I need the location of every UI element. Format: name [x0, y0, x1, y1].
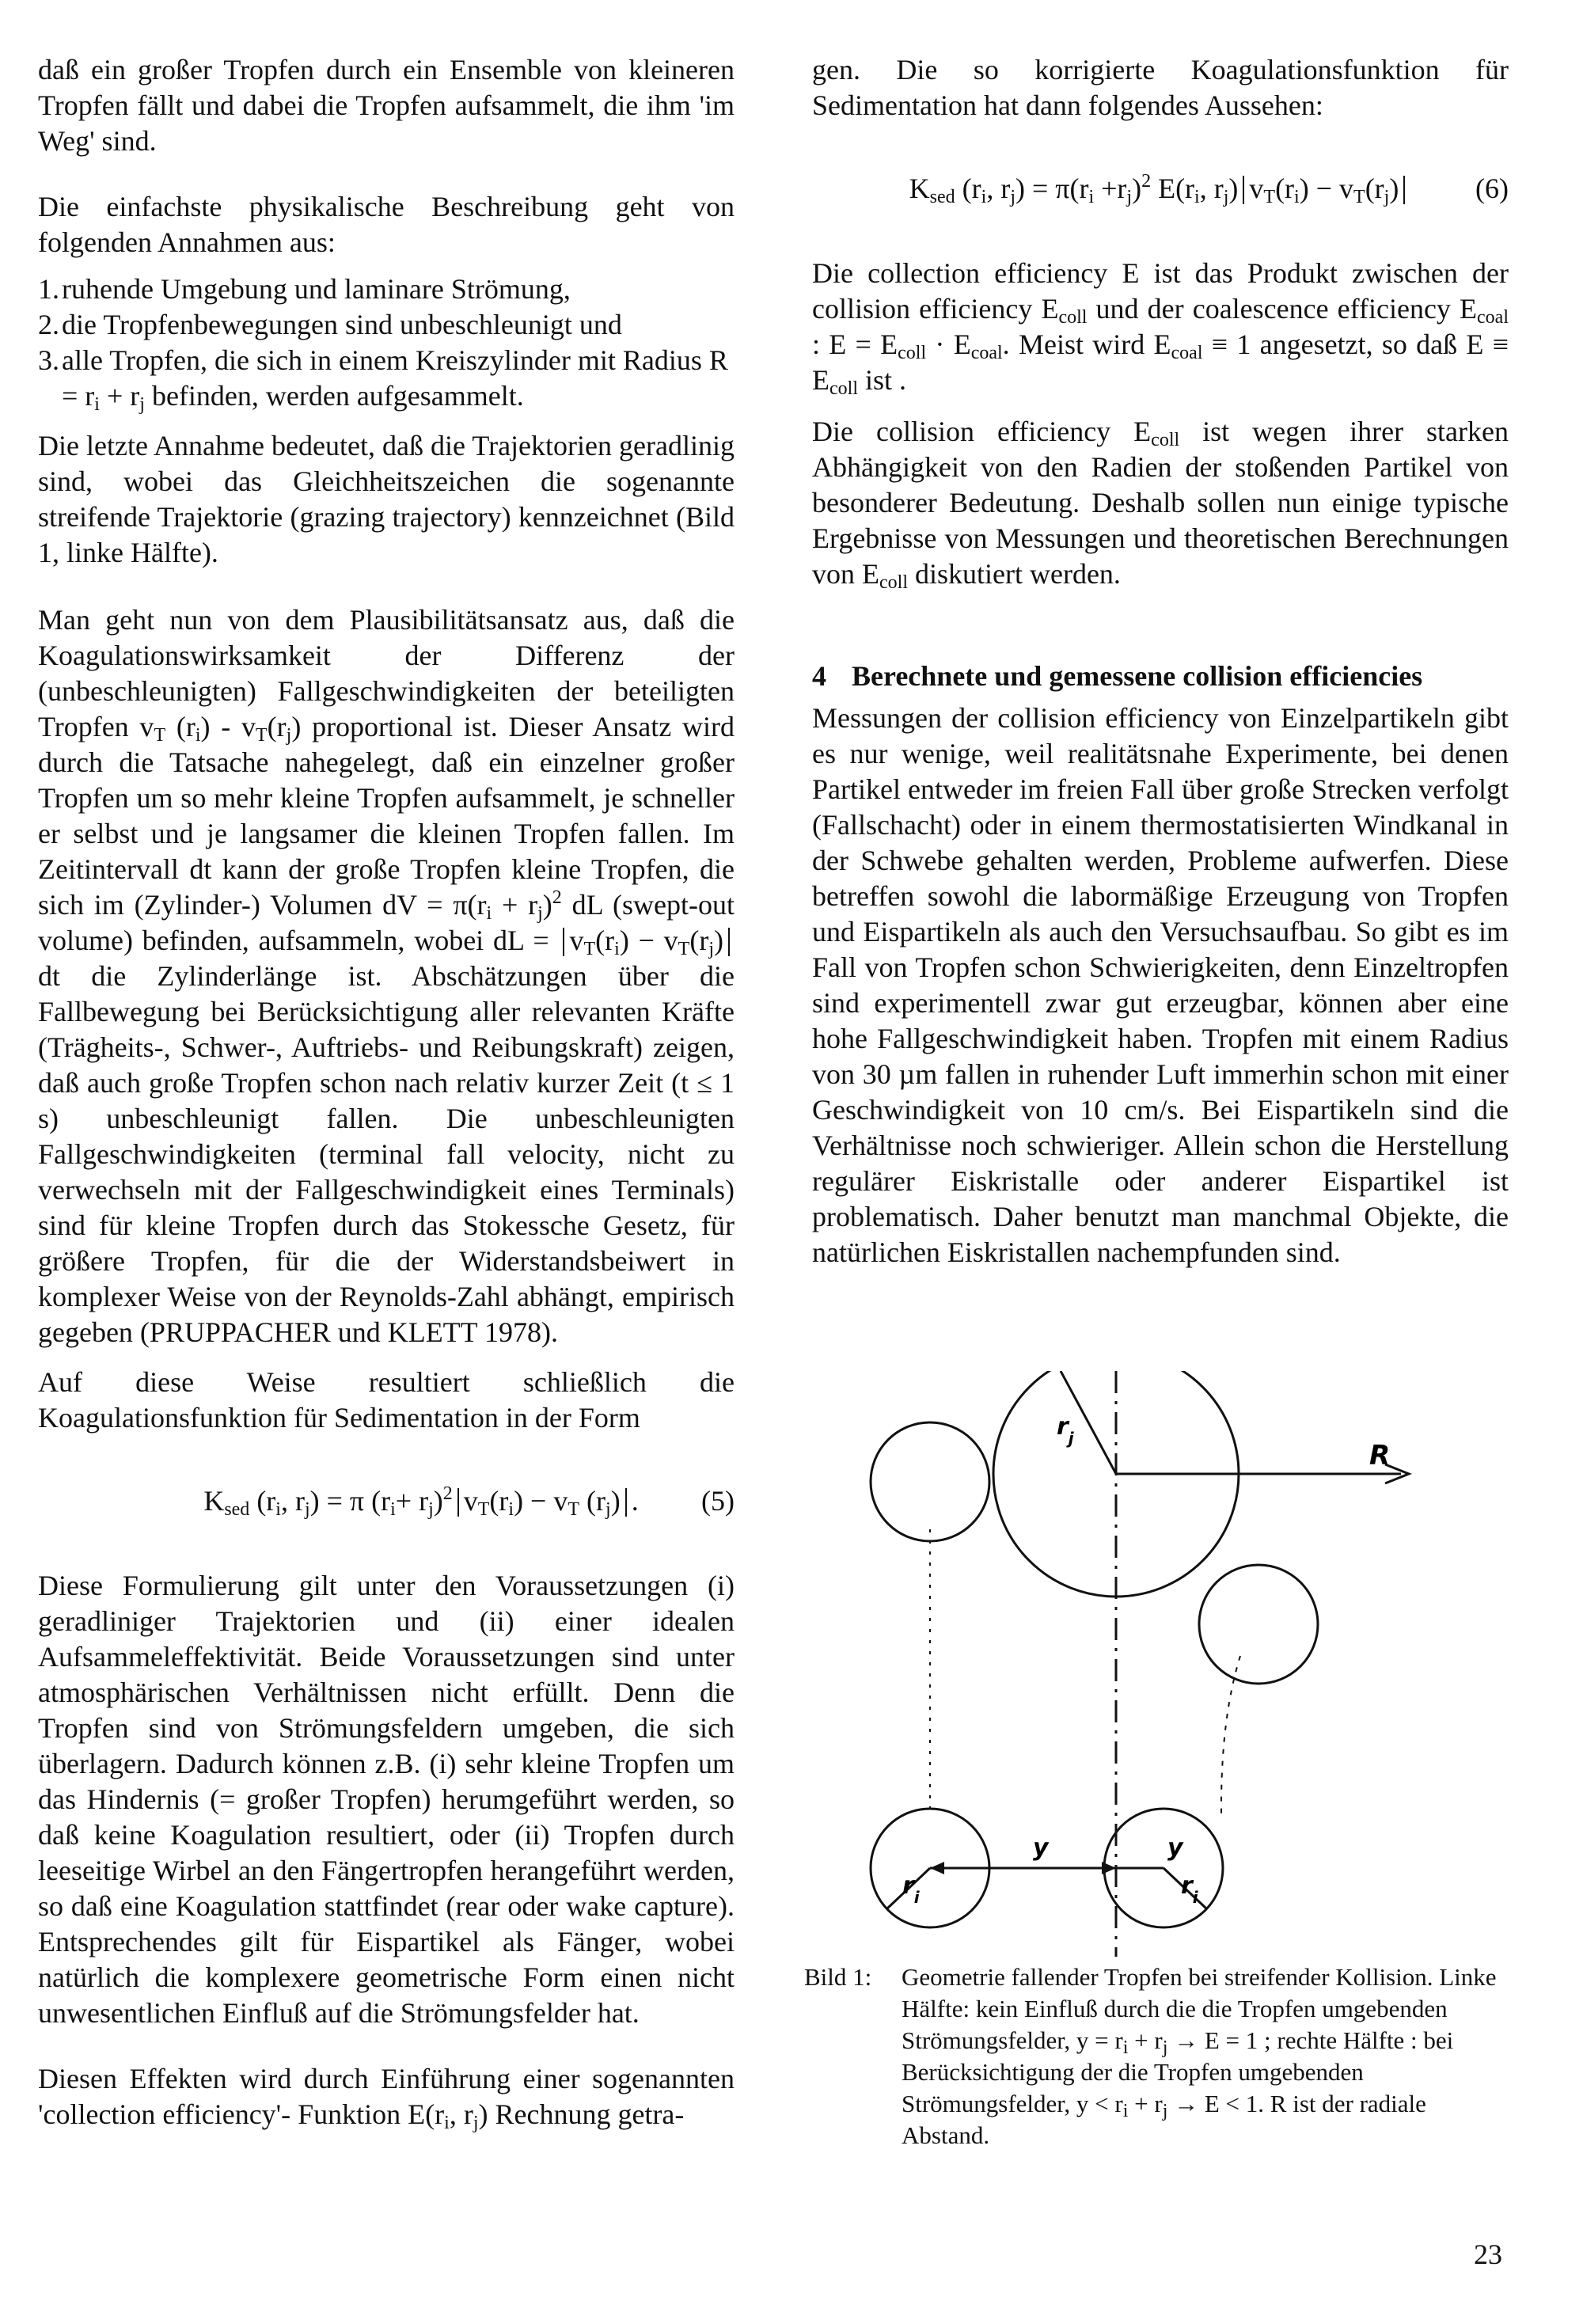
left-column: [38, 52, 735, 2132]
figure-droplet-geometry: [855, 1371, 1504, 1961]
right-column: [812, 52, 1509, 1270]
page-number: 23: [1474, 2239, 1502, 2270]
paragraph: Diesen Effekten wird durch Einführung einer sogenannten 'collection efficiency'- Funktion $E(r_i$, $r_j$) Rechnung getra-: [38, 2063, 735, 2133]
paragraph: daß ein großer Tropfen durch ein Ensemble von kleineren Tropfen fällt und dabei die Tropfen aufsammelt, die ihm 'im Weg' sind.: [38, 54, 735, 157]
equation-6: $K_{sed}$ ($r_i$, $r_j) = \pi(r_i +r_j)^2$ $E(r_i$, $r_j$) $v_T(r_i) - v_T(r_j)$ (6): [909, 171, 1509, 207]
small-droplet-right-mid: [1199, 1565, 1318, 1684]
section-heading: [812, 659, 1509, 694]
caption-label: Bild 1:: [804, 1963, 872, 1991]
equation-number: (6): [1475, 173, 1509, 204]
paragraph: Die einfachste physikalische Beschreibung geht von folgenden Annahmen aus:: [38, 191, 735, 258]
list-item: 1. ruhende Umgebung und laminare Strömung,: [38, 273, 571, 305]
radius-rj-line: [1061, 1371, 1116, 1474]
list-item: 3. alle Tropfen, die sich in einem Kreiszylinder mit Radius $R = r_i + r_j$ befinden, werden aufgesammelt.: [38, 344, 728, 415]
svg-text:rj: $r_j$: [1057, 1413, 1074, 1448]
paragraph: Man geht nun von dem Plausibilitätsansatz aus, daß die Koagulationswirksamkeit der Differenz der (unbeschleunigten) Fallgeschwindigkeiten der beteiligten Tropfen $v_T$ $(r_i) - v_T(r_j)$ proportional ist. Dieser Ansatz wird durch die Tatsache nahegelegt, daß ein einzelner großer Tropfen um so mehr kleine Tropfen aufsammelt, je schneller er selbst und je langsamer die kleinen Tropfen fallen. Im Zeitintervall dt kann der große Tropfen kleine Tropfen, die sich im (Zylinder-) Volumen dV = $\pi(r_i + r_j)^2$ dL (swept-out volume) befinden, aufsammeln, wobei dL = $v_T(r_i) - v_T(r_j)$ dt die Zylinderlänge ist. Abschätzungen über die Fallbewegung bei Berücksichtigung aller relevanten Kräfte (Trägheits-, Schwer-, Auftriebs- und Reibungskraft) zeigen, daß auch große Tropfen schon nach relativ kurzer Zeit (t ≤ 1 s) unbeschleunigt fallen. Die unbeschleunigten Fallgeschwindigkeiten (terminal fall velocity, nicht zu verwechseln mit der Fallgeschwindigkeit eines Terminals) sind für kleine Tropfen durch das Stokessche Gesetz, für größere Tropfen, für die der Widerstandsbeiwert in komplexer Weise von der Reynolds-Zahl abhängt, empirisch gegeben (PRUPPACHER und KLETT 1978).: [38, 604, 735, 1348]
arrow-left: [1102, 1862, 1116, 1874]
svg-text:ri: $r_i$: [902, 1872, 920, 1907]
paragraph: Die letzte Annahme bedeutet, daß die Trajektorien geradlinig sind, wobei das Gleichheitszeichen die sogenannte streifende Trajektorie (grazing trajectory) kennzeichnet (Bild 1, linke Hälfte).: [38, 430, 735, 568]
figure-caption: [804, 1961, 1504, 2151]
equation-5: $K_{sed}$ ($r_i$, $r_j) = \pi$ $(r_i+ r_j)^2$ $v_T(r_i) - v_T$ $(r_j)$ . (5): [203, 1483, 735, 1520]
list-item: 2. die Tropfenbewegungen sind unbeschleunigt und: [38, 309, 622, 340]
arrow-left-2: [930, 1862, 944, 1874]
section-title: Berechnete und gemessene collision efficiencies: [852, 660, 1423, 692]
paragraph: gen. Die so korrigierte Koagulationsfunktion für Sedimentation hat dann folgendes Aussehen:: [812, 54, 1509, 121]
assumption-list: [38, 272, 735, 414]
caption-text: Geometrie fallender Tropfen bei streifender Kollision. Linke Hälfte: kein Einfluß durch die die Tropfen umgebenden Strömungsfelder, $y = r_i + r_j \to E = 1$ ; rechte Hälfte : bei Berücksichtigung der die Tropfen umgebenden Strömungsfelder, $y < r_i + r_j \to E < 1$. R ist der radiale Abstand.: [902, 1963, 1497, 2149]
svg-text:ri: $r_i$: [1181, 1872, 1198, 1907]
paragraph: Auf diese Weise resultiert schließlich die Koagulationsfunktion für Sedimentation in der Form: [38, 1366, 735, 1434]
equation-number: (5): [701, 1485, 735, 1517]
paragraph: Diese Formulierung gilt unter den Voraussetzungen (i) geradliniger Trajektorien und (ii) einer idealen Aufsammeleffektivität. Beide Voraussetzungen sind unter atmosphärischen Verhältnissen nicht erfüllt. Denn die Tropfen sind von Strömungsfeldern umgeben, die sich überlagern. Dadurch können z.B. (i) sehr kleine Tropfen um das Hindernis (= großer Tropfen) herumgeführt werden, so daß keine Koagulation resultiert, oder (ii) Tropfen durch leeseitige Wirbel an den Fängertropfen herangeführt werden, so daß eine Koagulation stattfindet (rear oder wake capture). Entsprechendes gilt für Eispartikel als Fänger, wobei natürlich die komplexere geometrische Form einen nicht unwesentlichen Einfluß auf die Strömungsfelder hat.: [38, 1570, 735, 2029]
paragraph: Die collection efficiency E ist das Produkt zwischen der collision efficiency $E_{coll}$ und der coalescence efficiency $E_{coal}$ : $E = E_{coll} \cdot E_{coal}$. Meist wird $E_{coal} \equiv 1$ angesetzt, so daß $E \equiv E_{coll}$ ist .: [812, 257, 1509, 399]
paragraph: Die collision efficiency $E_{coll}$ ist wegen ihrer starken Abhängigkeit von den Radien der stoßenden Partikel von besonderer Bedeutung. Deshalb sollen nun einige typische Ergebnisse von Messungen und theoretischen Berechnungen von $E_{coll}$ diskutiert werden.: [812, 416, 1509, 593]
paragraph: Messungen der collision efficiency von Einzelpartikeln gibt es nur wenige, weil realitätsnahe Experimente, bei denen Partikel entweder im freien Fall über große Strecken verfolgt (Fallschacht) oder in einem thermostatisierten Windkanal in der Schwebe gehalten werden, Probleme aufwerfen. Diese betreffen sowohl die labormäßige Erzeugung von Tropfen und Eispartikeln als auch den Versuchsaufbau. So gibt es im Fall von Tropfen schon Schwierigkeiten, denn Einzeltropfen sind experimentell zwar gut erzeugbar, können aber eine hohe Fallgeschwindigkeit haben. Tropfen mit einem Radius von 30 µm fallen in ruhender Luft immerhin schon mit einer Geschwindigkeit von 10 cm/s. Bei Eispartikeln sind die Verhältnisse noch schwieriger. Allein schon die Herstellung regulärer Eiskristalle oder anderer Eispartikel ist problematisch. Daher benutzt man manchmal Objekte, die natürlichen Eiskristallen nachempfunden sind.: [812, 702, 1509, 1268]
label-y-right: y: [1167, 1834, 1183, 1862]
label-y-left: y: [1033, 1834, 1049, 1862]
section-number: 4: [812, 660, 826, 692]
small-droplet-left-top: [871, 1422, 989, 1541]
label-R: R: [1369, 1440, 1391, 1471]
